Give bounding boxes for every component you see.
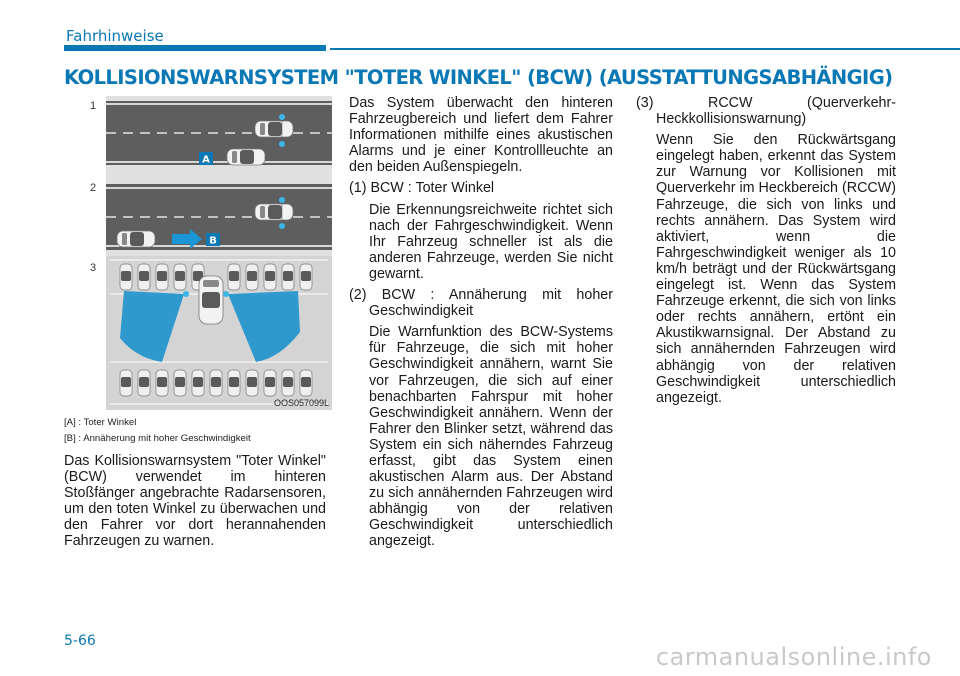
other-car-1 bbox=[227, 149, 265, 165]
label-a: A bbox=[202, 154, 210, 166]
header-rule-thick bbox=[64, 45, 326, 51]
blind-spot-paragraph: Die Erkennungsreichweite richtet sich nach der Fahrgeschwindigkeit. Wenn Ihr Fahrzeug schneller ist als die anderen Fahrzeuge, werden Sie nicht gewarnt. bbox=[369, 201, 613, 282]
figure-number-2: 2 bbox=[90, 182, 97, 194]
rccw-paragraph: Wenn Sie den Rückwärtsgang eingelegt haben, erkennt das System zur Warnung vor Kollisionen mit Querverkehr im Heckbereich (RCCW) Fahrzeuge, die sich von links und rechts annähern. Das System wird aktiviert, wenn die Fahrgeschwindigkeit weniger als 10 km/h beträgt und der Rückwärtsgang eingelegt ist. Wenn das System Fahrzeuge erkennt, die sich von links oder rechts annähern, ertönt ein Akustikwarnsignal. Der Abstand zu sich annähernden Fahrzeugen wird abhängig von der relativen Geschwindigkeit unterschiedlich angezeigt. bbox=[656, 132, 896, 406]
figure-number-1: 1 bbox=[90, 100, 97, 112]
page-title: KOLLISIONSWARNSYSTEM "TOTER WINKEL" (BCW) (AUSSTATTUNGSABHÄNGIG) bbox=[64, 66, 893, 89]
header-rule-thin bbox=[330, 48, 960, 50]
reversing-car bbox=[199, 276, 223, 324]
text-column-3 bbox=[636, 95, 896, 411]
high-speed-paragraph: Die Warnfunktion des BCW-Systems für Fahrzeuge, die sich mit hoher Geschwindigkeit annähern, warnt Sie vor Fahrzeugen, die sich auf einer benachbarten Fahrspur mit hoher Geschwindigkeit annähern. Wenn der Fahrer den Blinker setzt, während das System ein sich näherndes Fahrzeug erfasst, gibt das System einen akustischen Alarm aus. Der Abstand zu sich annähernden Fahrzeugen wird abhängig von der relativen Geschwindigkeit unterschiedlich angezeigt. bbox=[369, 324, 613, 550]
caption-b: [B] : Annäherung mit hoher Geschwindigkeit bbox=[64, 433, 251, 444]
page-number: 5-66 bbox=[64, 633, 96, 649]
text-column-1 bbox=[64, 453, 326, 555]
ego-car-2 bbox=[255, 204, 293, 220]
caption-a: [A] : Toter Winkel bbox=[64, 417, 137, 428]
heading-rccw: (3) RCCW (Querverkehr-Heckkollisionswarnung) bbox=[636, 95, 896, 128]
heading-bcw-blind-spot: (1) BCW : Toter Winkel bbox=[349, 180, 495, 197]
figure-code: OOS057099L bbox=[273, 398, 329, 408]
system-paragraph: Das System überwacht den hinteren Fahrzeugbereich und liefert dem Fahrer Informationen mithilfe eines akustischen Alarms und je einer Kontrollleuchte an den beiden Außenspiegeln. bbox=[349, 95, 613, 176]
bcw-diagram bbox=[106, 96, 332, 410]
fast-car bbox=[117, 231, 155, 247]
bcw-illustration bbox=[90, 96, 332, 410]
text-column-2 bbox=[349, 95, 613, 555]
label-b: B bbox=[209, 235, 217, 247]
ego-car-1 bbox=[255, 121, 293, 137]
section-label: Fahrhinweise bbox=[66, 27, 164, 45]
watermark: carmanualsonline.info bbox=[655, 643, 932, 671]
figure-number-3: 3 bbox=[90, 262, 97, 274]
intro-paragraph: Das Kollisionswarnsystem "Toter Winkel" (BCW) verwendet im hinteren Stoßfänger angebrachte Radarsensoren, um den toten Winkel zu überwachen und den Fahrer vor dort herannahenden Fahrzeugen zu warnen. bbox=[64, 453, 326, 550]
heading-bcw-high-speed: (2) BCW : Annäherung mit hoher Geschwindigkeit bbox=[349, 287, 613, 320]
